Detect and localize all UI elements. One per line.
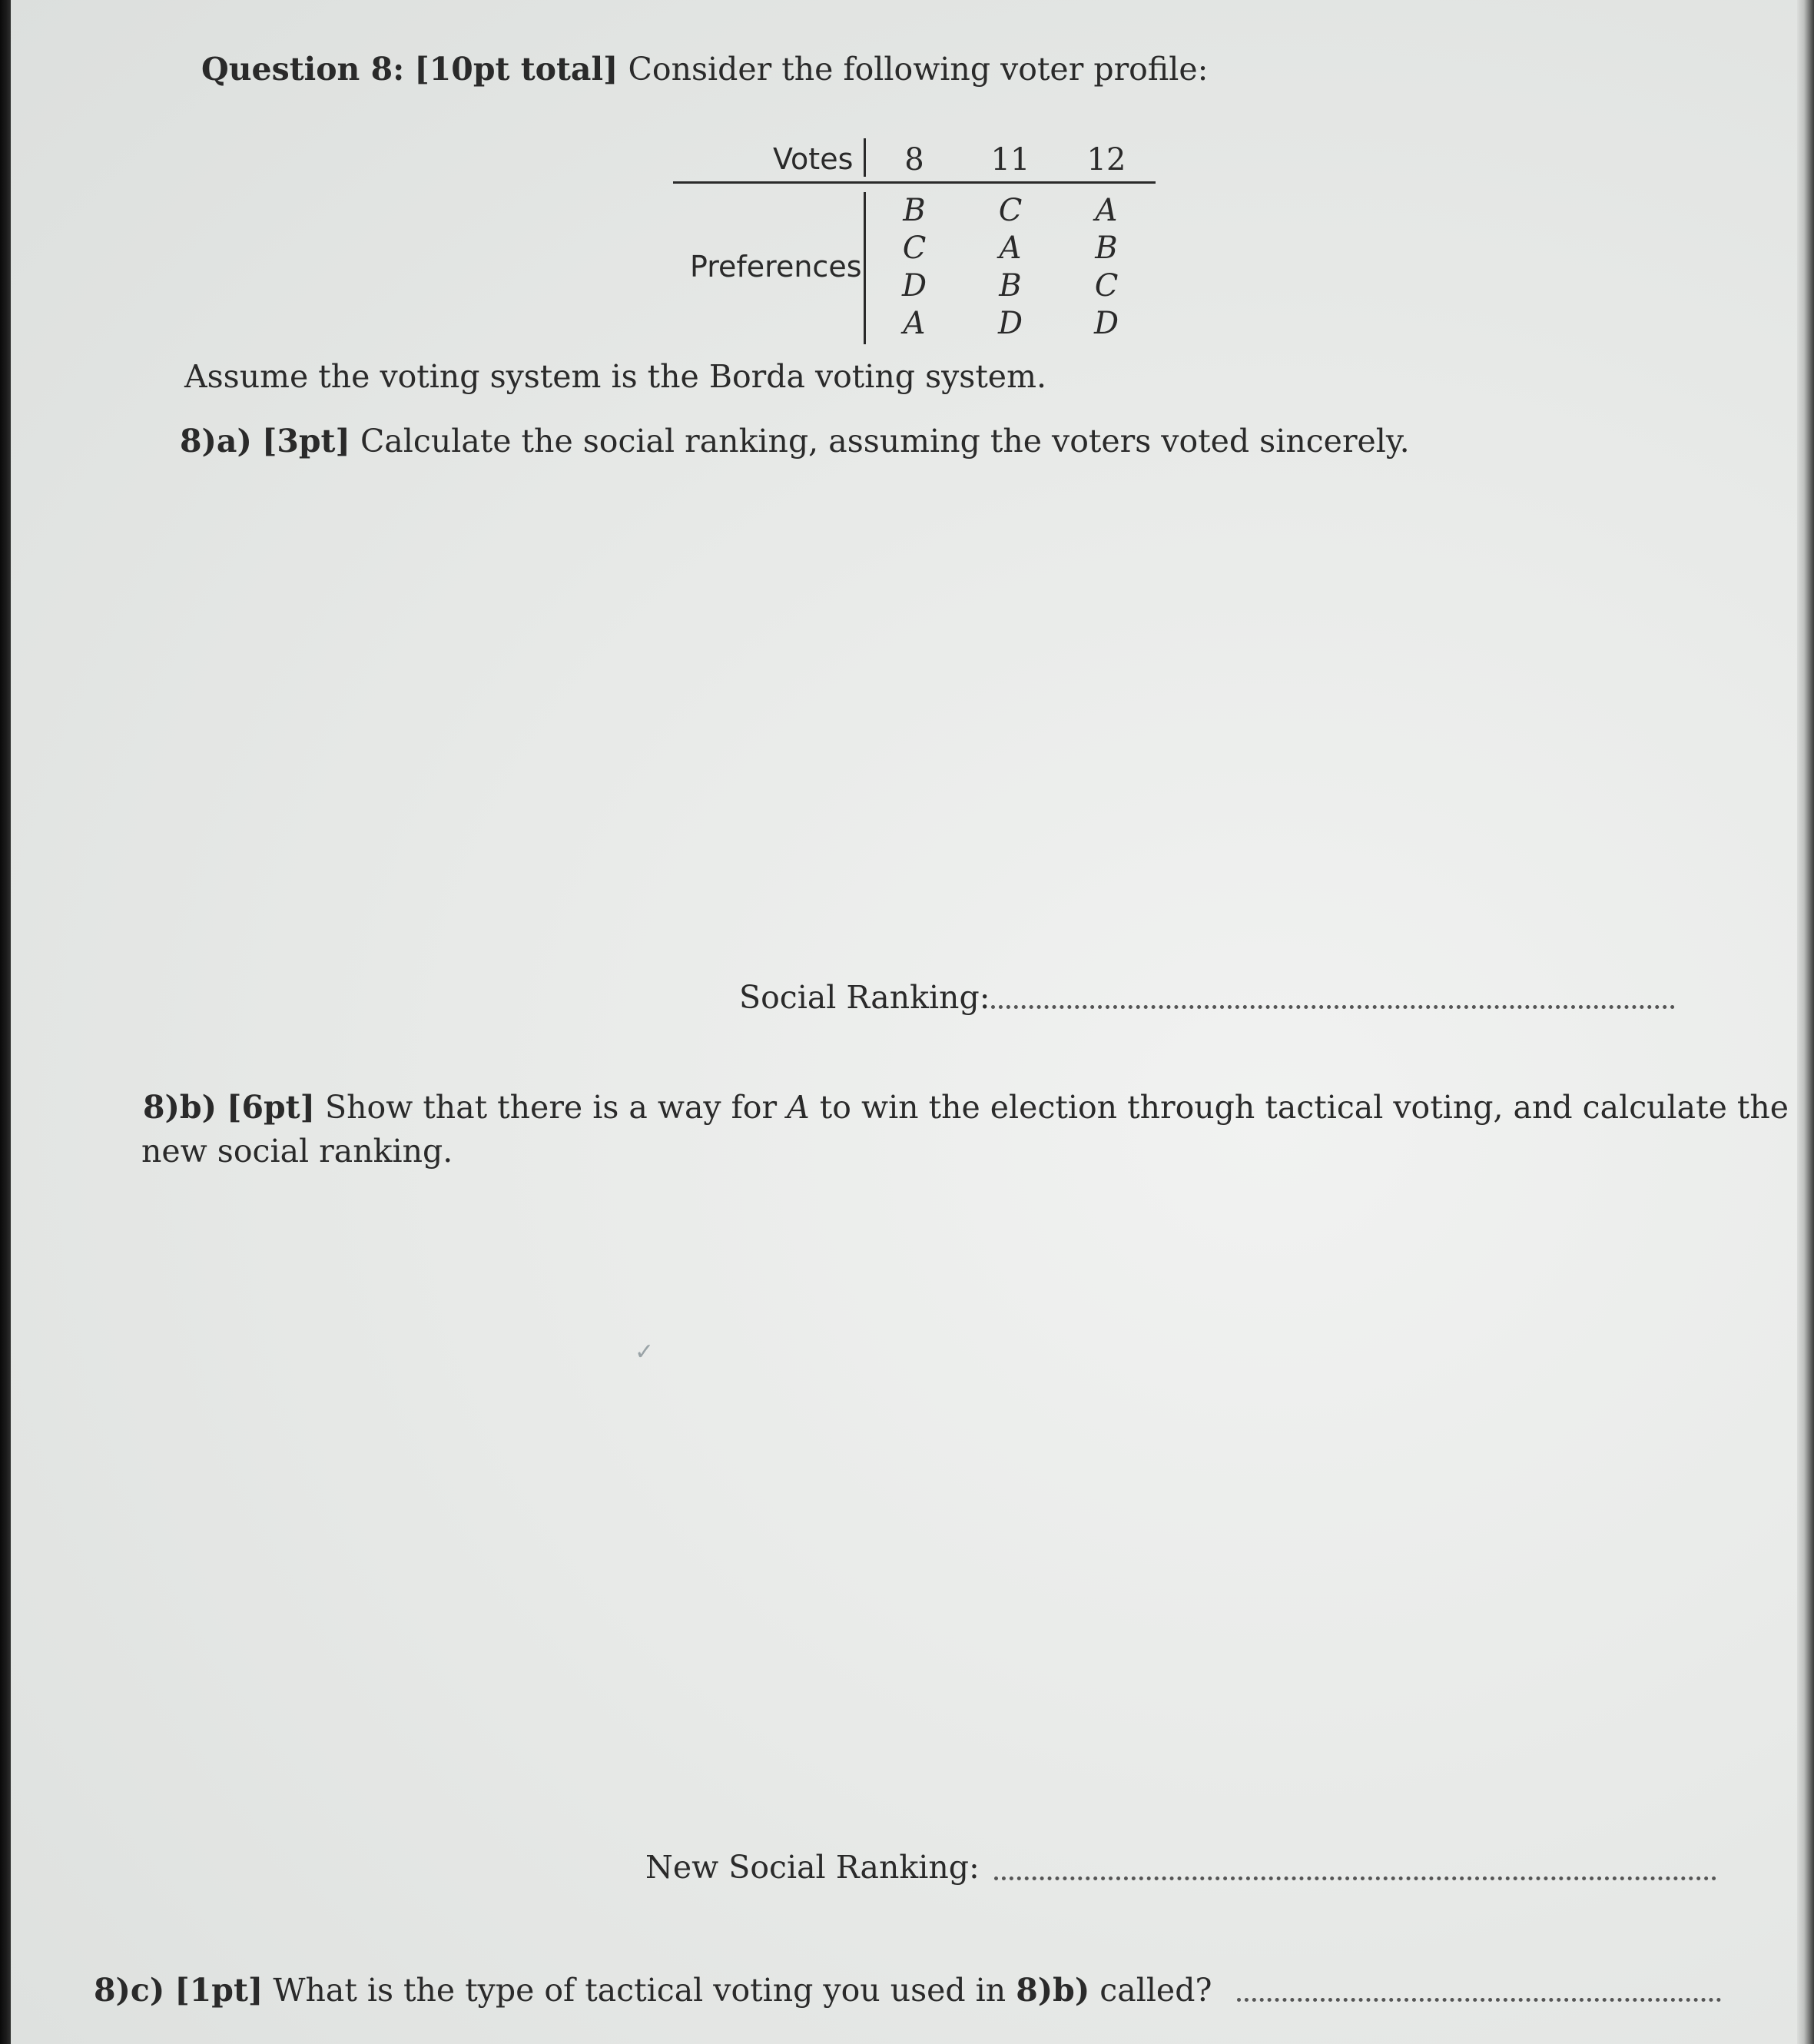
pref-c1-r2: C [902, 231, 927, 266]
preferences-label: Preferences [690, 250, 862, 284]
part-b-prompt-line1 [143, 1089, 1789, 1126]
part-c-prompt [94, 1972, 1212, 2009]
votes-header: Votes [773, 142, 854, 176]
votes-divider [864, 138, 866, 177]
pref-c2-r2: A [999, 231, 1022, 266]
part-a-prompt [180, 423, 1410, 460]
part-c-answer-line[interactable] [1237, 1998, 1721, 2002]
part-c-text-1: What is the type of tactical voting you used in [273, 1972, 1006, 2009]
pen-mark: ✓ [635, 1339, 655, 1365]
social-ranking-answer-line[interactable] [991, 1005, 1675, 1009]
pref-c2-r1: C [998, 193, 1023, 228]
table-header-rule [673, 181, 1156, 184]
part-c-text-2: called? [1099, 1972, 1212, 2009]
pref-c2-r3: B [999, 268, 1022, 304]
part-a-label: 8)a) [180, 423, 252, 460]
votes-col-2: 11 [990, 142, 1030, 178]
question-label: Question 8: [201, 51, 405, 88]
part-b-points: [6pt] [227, 1089, 315, 1126]
preferences-divider [864, 192, 866, 344]
pref-c3-r2: B [1095, 231, 1118, 266]
new-social-ranking-label: New Social Ranking: [645, 1849, 980, 1886]
pref-c3-r1: A [1095, 193, 1118, 228]
borda-assumption: Assume the voting system is the Borda voting system. [184, 358, 1046, 395]
pref-c3-r3: C [1094, 268, 1119, 304]
screen-bezel-right [1797, 0, 1814, 2044]
pref-c1-r3: D [901, 268, 927, 304]
screen-bezel-left [0, 0, 11, 2044]
question-heading [201, 51, 1209, 88]
social-ranking-label: Social Ranking: [739, 979, 990, 1016]
part-b-candidate: A [787, 1089, 810, 1126]
part-b-text-1: Show that there is a way for [325, 1089, 778, 1126]
votes-col-1: 8 [904, 142, 924, 178]
part-a-points: [3pt] [261, 423, 350, 460]
new-social-ranking-answer-line[interactable] [994, 1876, 1716, 1880]
part-c-points: [1pt] [174, 1972, 264, 2009]
pref-c1-r4: A [903, 306, 926, 341]
part-a-text: Calculate the social ranking, assuming the voters voted sincerely. [360, 423, 1410, 460]
question-points: [10pt total] [414, 51, 618, 88]
pref-c2-r4: D [997, 306, 1023, 341]
pref-c1-r1: B [903, 193, 926, 228]
votes-col-3: 12 [1086, 142, 1126, 178]
part-b-label: 8)b) [143, 1089, 217, 1126]
part-c-label: 8)c) [94, 1972, 165, 2009]
part-c-ref: 8)b) [1016, 1972, 1090, 2009]
part-b-text-2: to win the election through tactical voting, and calculate the [819, 1089, 1789, 1126]
pref-c3-r4: D [1093, 306, 1119, 341]
question-text: Consider the following voter profile: [628, 51, 1209, 88]
part-b-prompt-line2: new social ranking. [141, 1133, 453, 1170]
